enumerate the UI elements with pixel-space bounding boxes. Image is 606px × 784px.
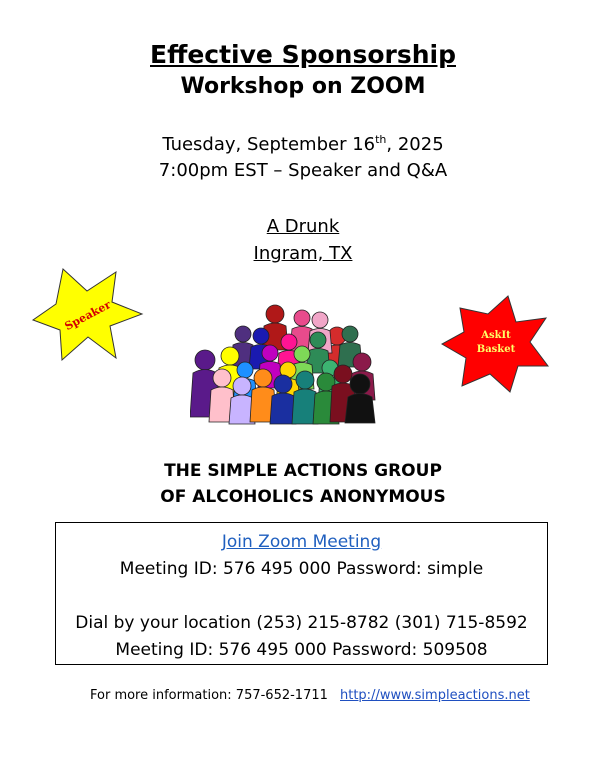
zoom-meeting-box <box>55 522 548 665</box>
group-name-line2: OF ALCOHOLICS ANONYMOUS <box>160 487 446 507</box>
speaker-star-icon <box>30 264 145 366</box>
date-suffix: th <box>375 133 387 146</box>
askit-basket-star-icon <box>438 294 550 394</box>
star-label-speaker: Speaker <box>62 298 113 334</box>
flyer-title: Effective Sponsorship <box>150 40 456 69</box>
flyer-subtitle: Workshop on ZOOM <box>180 74 426 99</box>
star-label-askit: AskIt <box>481 330 511 341</box>
meeting-id-line-2: Meeting ID: 576 495 000 Password: 509508 <box>115 640 488 660</box>
meeting-id-line-1: Meeting ID: 576 495 000 Password: simple <box>119 559 484 579</box>
event-time: 7:00pm EST – Speaker and Q&A <box>158 160 448 181</box>
join-zoom-row <box>56 532 547 552</box>
people-crowd-icon <box>190 298 390 426</box>
website-link[interactable]: http://www.simpleactions.net <box>340 688 530 703</box>
join-zoom-link[interactable]: Join Zoom Meeting <box>221 532 382 552</box>
footer-info: For more information: 757-652-1711 <box>90 688 328 703</box>
speaker-location: Ingram, TX <box>253 243 353 264</box>
speaker-name: A Drunk <box>266 216 340 237</box>
event-date <box>0 133 606 155</box>
dial-in-line: Dial by your location (253) 215-8782 (301) 715-8592 <box>75 613 528 633</box>
date-main: Tuesday, September 16 <box>162 134 376 155</box>
star-label-basket: Basket <box>476 344 516 355</box>
group-name-line1: THE SIMPLE ACTIONS GROUP <box>164 461 442 481</box>
date-year: , 2025 <box>386 134 444 155</box>
